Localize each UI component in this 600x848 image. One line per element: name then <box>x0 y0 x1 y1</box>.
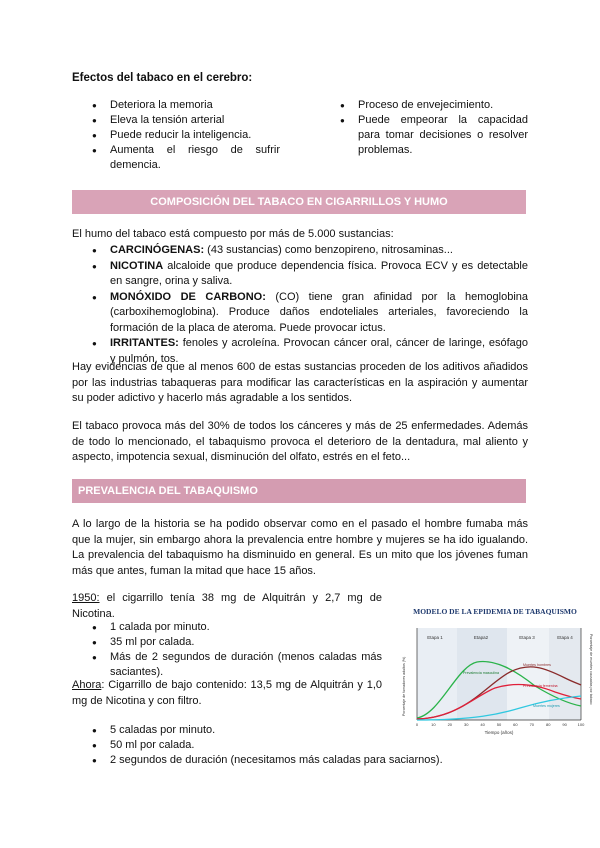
y1950-paragraph: 1950: el cigarrillo tenía 38 mg de Alquitrán y 2,7 mg de Nicotina. <box>72 592 382 620</box>
effects-left-list <box>90 98 280 173</box>
list-item: ● Aumenta el riesgo de sufrir demencia. <box>90 143 280 173</box>
women-deaths-label: Muertes mujeres <box>533 704 560 708</box>
list-1950 <box>90 620 382 680</box>
composition-intro: El humo del tabaco está compuesto por más de 5.000 sustancias: <box>72 228 394 240</box>
effects-title: Efectos del tabaco en el cerebro: <box>72 72 253 84</box>
men-deaths-label: Muertes hombres <box>523 663 551 667</box>
x-axis-label: Tiempo (años) <box>484 730 514 735</box>
stage-1-label: Etapa 1 <box>427 635 443 640</box>
stage-3-label: Etapa 3 <box>519 635 535 640</box>
additives-paragraph: Hay evidencias de que al menos 600 de estas sustancias proceden de los aditivos añadidos por las industrias tabaqueras para modificar las características en la aspiración y aumentar su poder adictivo y hacerlo más agradable a los sentidos. <box>72 361 528 404</box>
list-item: ● Puede empeorar la capacidad para tomar decisiones o resolver problemas. <box>338 113 528 158</box>
figure-title: MODELO DE LA EPIDEMIA DE TABAQUISMO <box>413 607 577 616</box>
men-smokers-label: Prevalencia masculina <box>463 671 499 675</box>
cancer-paragraph: El tabaco provoca más del 30% de todos los cánceres y más de 25 enfermedades. Además de todo lo mencionado, el tabaquismo provoca el deterioro de la dentadura, mal aliento y aspecto, impotencia sexual, disminución del olfato, estrés en el feto... <box>72 420 528 463</box>
x-tick-label: 20 <box>447 722 453 727</box>
list-item: ● 50 ml por calada. <box>90 738 510 753</box>
list-item: ● 2 segundos de duración (necesitamos más caladas para saciarnos). <box>90 753 510 768</box>
composition-banner: COMPOSICIÓN DEL TABACO EN CIGARRILLOS Y HUMO <box>72 190 526 214</box>
stage-4-label: Etapa 4 <box>557 635 573 640</box>
x-tick-label: 90 <box>562 722 567 727</box>
list-item: ● NICOTINA alcaloide que produce dependencia física. Provoca ECV y es detectable en sangre, orina y saliva. <box>90 259 528 290</box>
list-item: ● 5 caladas por minuto. <box>90 723 510 738</box>
list-item: ● Proceso de envejecimiento. <box>338 98 528 113</box>
list-item: ● CARCINÓGENAS: (43 sustancias) como benzopireno, nitrosaminas... <box>90 243 528 259</box>
x-tick-label: 30 <box>463 722 469 727</box>
y-axis-left-label: Porcentaje de fumadores adultos (%) <box>402 656 406 716</box>
term: IRRITANTES: <box>110 337 179 349</box>
x-tick-label: 50 <box>496 722 502 727</box>
x-tick-label: 40 <box>480 722 485 727</box>
x-tick-label: 60 <box>513 722 518 727</box>
epidemic-model-figure <box>395 604 595 764</box>
term: MONÓXIDO DE CARBONO: <box>110 290 266 303</box>
prevalence-paragraph: A lo largo de la historia se ha podido observar como en el pasado el hombre fumaba más que la mujer, sin embargo ahora la prevalencia entre hombre y mujeres se ha ido igualando. La prevalencia del tabaquismo ha disminuido en general. Es un mito que los jóvenes fuman más que antes, fuman la mitad que hace 15 años. <box>72 518 528 577</box>
list-item: ● 1 calada por minuto. <box>90 620 382 635</box>
list-item: ● Más de 2 segundos de duración (menos caladas más saciantes). <box>90 650 382 680</box>
x-tick-label: 100 <box>577 722 585 727</box>
stage-2-label: Etapa2 <box>473 635 489 640</box>
list-item: ● 35 ml por calada. <box>90 635 382 650</box>
term: CARCINÓGENAS: <box>110 244 205 256</box>
x-tick-label: 70 <box>529 722 535 727</box>
list-item: ● Eleva la tensión arterial <box>90 113 280 128</box>
term: NICOTINA <box>110 259 164 272</box>
list-item: ● MONÓXIDO DE CARBONO: (CO) tiene gran afinidad por la hemoglobina (carboxihemoglobina). Produce daños endoteliales arteriales, favoreciendo la formación de la placa de ateroma. Puede provocar ictus. <box>90 290 528 337</box>
y-axis-right-label: Porcentaje de muertes causadas por tabaco <box>589 634 593 705</box>
effects-right-list <box>338 98 528 158</box>
x-tick-label: 80 <box>545 722 551 727</box>
women-smokers-label: Prevalencia femenina <box>523 684 558 688</box>
x-tick-label: 10 <box>431 722 436 727</box>
composition-list <box>90 243 528 367</box>
prevalence-banner: PREVALENCIA DEL TABAQUISMO <box>72 479 526 503</box>
stage-1-band <box>417 628 457 720</box>
list-item: ● Deteriora la memoria <box>90 98 280 113</box>
list-item: ● IRRITANTES: fenoles y acroleína. Provocan cáncer oral, cáncer de laringe, esófago y pulmón, tos. <box>90 336 528 367</box>
now-paragraph: Ahora: Cigarrillo de bajo contenido: 13,5 mg de Alquitrán y 1,0 mg de Nicotina y con filtro. <box>72 679 382 707</box>
x-tick-label: 0 <box>415 722 419 727</box>
list-item: ● Puede reducir la inteligencia. <box>90 128 280 143</box>
x-ticks <box>416 722 585 727</box>
